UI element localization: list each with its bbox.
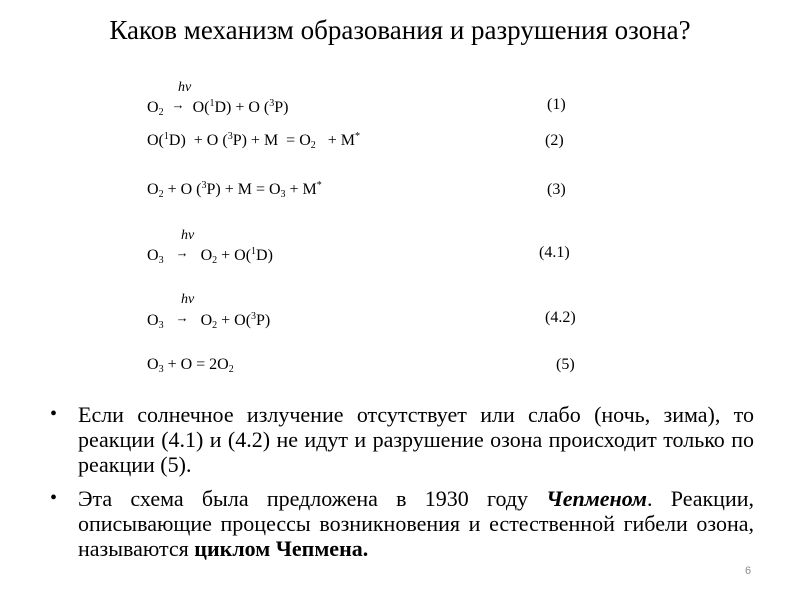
hv-label-4-1: hν <box>181 228 195 243</box>
arrow-icon: → <box>175 310 189 325</box>
bullet-item-2 <box>50 486 754 561</box>
bullet-icon: • <box>50 487 58 509</box>
equation-1: $O_2 \to O(^1D) + O$ ($^3$P) <box>147 97 289 118</box>
bullet-text-2a: Эта схема была предложена в 1930 году <box>78 486 547 511</box>
equation-5-number: (5) <box>556 356 575 373</box>
equation-4-1: $O_3 \to O_2 + O(^1D)$ <box>147 245 273 266</box>
bullet-list <box>50 402 754 570</box>
bullet-text-1: Если солнечное излучение отсутствует или слабо (ночь, зима), то реакции (4.1) и (4.2) не идут и разрушение озона происходит только по реакции (5). <box>78 402 754 477</box>
equation-1-number: (1) <box>547 96 566 113</box>
equation-5: $O_3 + O = 2O_2$ <box>147 356 234 375</box>
equation-4-2: $O_3 \to O_2 + O(^3P)$ <box>147 310 271 331</box>
bullet-name-chapman: Чепменом <box>546 486 648 511</box>
equation-4-1-number: (4.1) <box>539 244 570 261</box>
hv-label-4-2: hν <box>181 292 195 307</box>
bullet-icon: • <box>50 403 58 425</box>
bullet-chapman-cycle: циклом Чепмена. <box>194 536 369 561</box>
equation-3-number: (3) <box>547 181 566 198</box>
page-number: 6 <box>745 565 752 577</box>
bullet-item-1 <box>50 402 754 477</box>
hv-label-1: hν <box>178 80 192 95</box>
arrow-icon: → <box>171 97 185 112</box>
equation-4-2-number: (4.2) <box>545 309 576 326</box>
equation-2-number: (2) <box>545 132 564 149</box>
slide-title: Каков механизм образования и разрушения озона? <box>109 15 691 45</box>
arrow-icon: → <box>175 245 189 260</box>
bullet-text-2b: . Реакции, описывающие процессы возникновения и естественной гибели озона, называются <box>78 486 754 561</box>
equation-3: $O_2 + O$ $(^3P) + M = O_3 + M^*$ <box>147 180 322 200</box>
equation-2: O($^1$D) + O $(^3P) + M = O_2 + M^*$ <box>147 131 360 151</box>
